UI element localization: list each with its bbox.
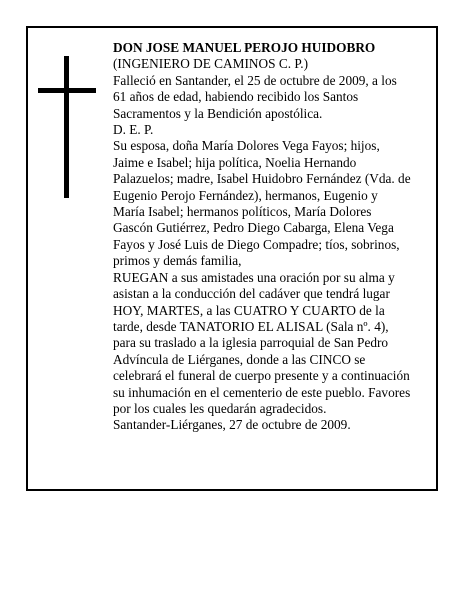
notice-line: Jaime e Isabel; hija política, Noelia Hernando bbox=[113, 154, 357, 170]
notice-line: Santander-Liérganes, 27 de octubre de 2009. bbox=[113, 417, 351, 433]
notice-line: 61 años de edad, habiendo recibido los Santos bbox=[113, 89, 359, 105]
cross-horizontal-bar bbox=[38, 88, 96, 93]
notice-line: Falleció en Santander, el 25 de octubre de 2009, a los bbox=[113, 72, 397, 88]
notice-line: María Isabel; hermanos políticos, María Dolores bbox=[113, 204, 372, 220]
notice-line: Fayos y José Luis de Diego Compadre; tíos, sobrinos, bbox=[113, 236, 400, 252]
notice-line: RUEGAN a sus amistades una oración por su alma y bbox=[113, 269, 395, 285]
notice-line: asistan a la conducción del cadáver que tendrá lugar bbox=[113, 286, 390, 302]
obituary-text bbox=[113, 40, 411, 434]
notice-line: celebrará el funeral de cuerpo presente y a continuación bbox=[113, 368, 410, 384]
notice-line: su inhumación en el cementerio de este pueblo. Favores bbox=[113, 384, 411, 400]
notice-line: Su esposa, doña María Dolores Vega Fayos; hijos, bbox=[113, 138, 380, 154]
notice-line: por los cuales les quedarán agradecidos. bbox=[113, 400, 327, 416]
notice-line: Palazuelos; madre, Isabel Huidobro Fernández (Vda. de bbox=[113, 171, 411, 187]
cross-icon bbox=[38, 56, 96, 198]
notice-line: Sacramentos y la Bendición apostólica. bbox=[113, 105, 323, 121]
notice-line: D. E. P. bbox=[113, 122, 154, 138]
notice-line: para su traslado a la iglesia parroquial de San Pedro bbox=[113, 335, 389, 351]
notice-line: tarde, desde TANATORIO EL ALISAL (Sala nº. 4), bbox=[113, 318, 389, 334]
notice-line: Advíncula de Liérganes, donde a las CINCO se bbox=[113, 351, 366, 367]
notice-line: (INGENIERO DE CAMINOS C. P.) bbox=[113, 56, 309, 72]
deceased-name: DON JOSE MANUEL PEROJO HUIDOBRO bbox=[113, 40, 376, 55]
notice-line: primos y demás familia, bbox=[113, 253, 242, 269]
notice-line: Eugenio Perojo Fernández), hermanos, Eugenio y bbox=[113, 187, 378, 203]
cross-vertical-bar bbox=[64, 56, 69, 198]
notice-line: HOY, MARTES, a las CUATRO Y CUARTO de la bbox=[113, 302, 385, 318]
notice-line: Gascón Gutiérrez, Pedro Diego Cabarga, Elena Vega bbox=[113, 220, 394, 236]
